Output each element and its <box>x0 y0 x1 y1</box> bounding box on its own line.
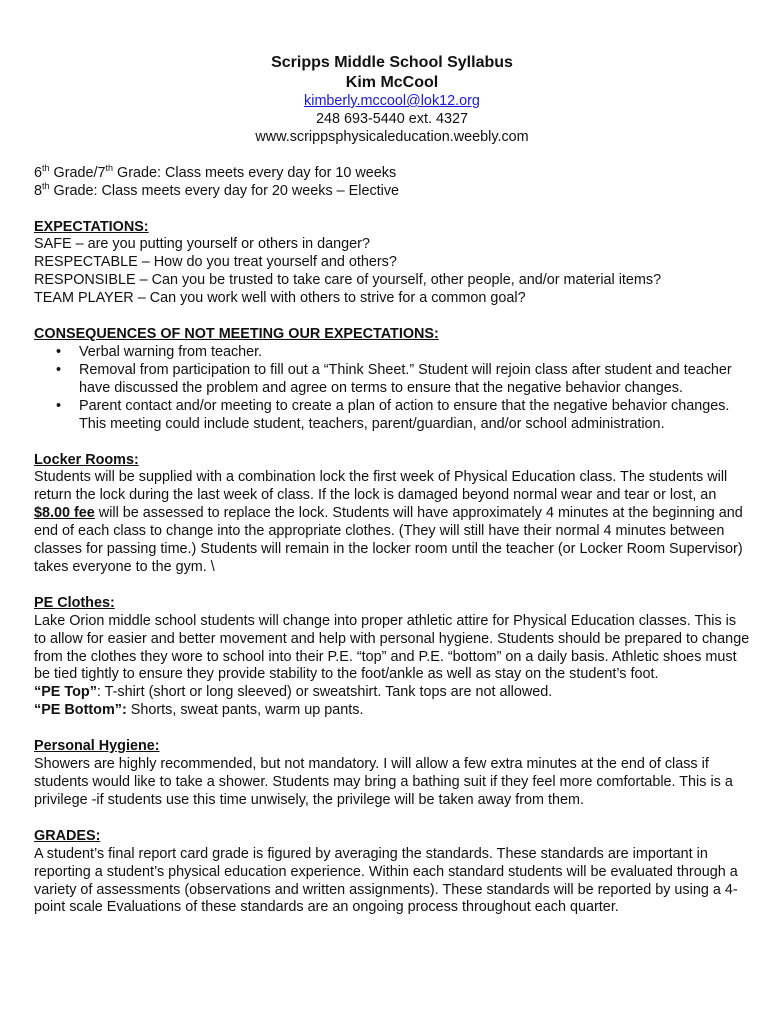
consequences-list <box>34 344 750 434</box>
document-title: Scripps Middle School Syllabus <box>271 54 513 71</box>
expectation-line: RESPONSIBLE – Can you be trusted to take care of yourself, other people, and/or material items? <box>34 272 662 289</box>
grades-section <box>34 828 750 918</box>
personal-hygiene-heading: Personal Hygiene: <box>34 738 160 755</box>
syllabus-document <box>34 53 750 917</box>
pe-clothes-heading: PE Clothes: <box>34 594 115 611</box>
teacher-name: Kim McCool <box>345 74 439 91</box>
grades-paragraph: A student’s final report card grade is figured by averaging the standards. These standards are important in reporting a student’s physical education experience. Within each standard students will be evaluated through a variety of assessments (observations and written assignments). These standards will be reported by using a 4-point scale Evaluations of these standards are an ongoing process throughout each quarter. <box>34 845 738 916</box>
locker-rooms-section <box>34 452 750 577</box>
consequences-heading: CONSEQUENCES OF NOT MEETING OUR EXPECTATIONS: <box>34 326 439 343</box>
document-header <box>34 53 750 147</box>
personal-hygiene-section <box>34 738 750 810</box>
consequence-item: • Removal from participation to fill out a “Think Sheet.” Student will rejoin class after student and teacher have discussed the problem and agree on terms to ensure that the negative behavior changes. <box>34 362 750 398</box>
pe-clothes-paragraph: Lake Orion middle school students will change into proper athletic attire for Physical Education classes. This is to allow for easier and better movement and help with personal hygiene. Students should be prepared to change from the clothes they wore to school into their P.E. “top” and P.E. “bottom” on a daily basis. Athletic shoes must be tied tightly to ensure they provide stability to the foot/ankle as well as stay on the student’s foot. <box>34 612 750 683</box>
consequences-section <box>34 326 750 433</box>
class-schedule <box>34 162 750 201</box>
consequence-item: • Verbal warning from teacher. <box>34 344 750 362</box>
consequence-item: • Parent contact and/or meeting to create a plan of action to ensure that the negative behavior changes. This meeting could include student, teachers, parent/guardian, and/or school administration. <box>34 398 750 434</box>
teacher-email-link[interactable]: kimberly.mccool@lok12.org <box>304 93 480 109</box>
pe-clothes-section <box>34 595 750 720</box>
schedule-8th: 8th Grade: Class meets every day for 20 weeks – Elective <box>34 180 400 199</box>
expectations-section <box>34 219 750 309</box>
locker-rooms-heading: Locker Rooms: <box>34 451 139 468</box>
personal-hygiene-paragraph: Showers are highly recommended, but not mandatory. I will allow a few extra minutes at the end of class if students would like to take a shower. Students may bring a bathing suit if they feel more comfortable. This is a privilege -if students use this time unwisely, the privilege will be taken away from them. <box>34 756 733 808</box>
expectation-line: SAFE – are you putting yourself or others in danger? <box>34 236 370 253</box>
locker-rooms-paragraph: Students will be supplied with a combination lock the first week of Physical Education class. The students will return the lock during the last week of class. If the lock is damaged beyond normal wear and tear or lost, an $8.00 fee will be assessed to replace the lock. Students will have approximately 4 minutes at the beginning and end of each class to change into the appropriate clothes. (They will still have their normal 4 minutes between classes for passing time.) Students will remain in the locker room until the teacher (or Locker Room Supervisor) takes everyone to the gym. \ <box>34 469 743 575</box>
expectation-line: TEAM PLAYER – Can you work well with others to strive for a common goal? <box>34 290 526 307</box>
lock-fee: $8.00 fee <box>34 505 95 522</box>
expectations-heading: EXPECTATIONS: <box>34 218 149 235</box>
pe-top-line: “PE Top”: T-shirt (short or long sleeved) or sweatshirt. Tank tops are not allowed. <box>34 684 553 701</box>
pe-bottom-line: “PE Bottom”: Shorts, sweat pants, warm up pants. <box>34 702 364 719</box>
teacher-phone: 248 693-5440 ext. 4327 <box>315 110 469 127</box>
expectation-line: RESPECTABLE – How do you treat yourself and others? <box>34 254 397 271</box>
class-website: www.scrippsphysicaleducation.weebly.com <box>255 128 529 145</box>
grades-heading: GRADES: <box>34 827 101 844</box>
schedule-6th-7th: 6th Grade/7th Grade: Class meets every day for 10 weeks <box>34 162 397 181</box>
